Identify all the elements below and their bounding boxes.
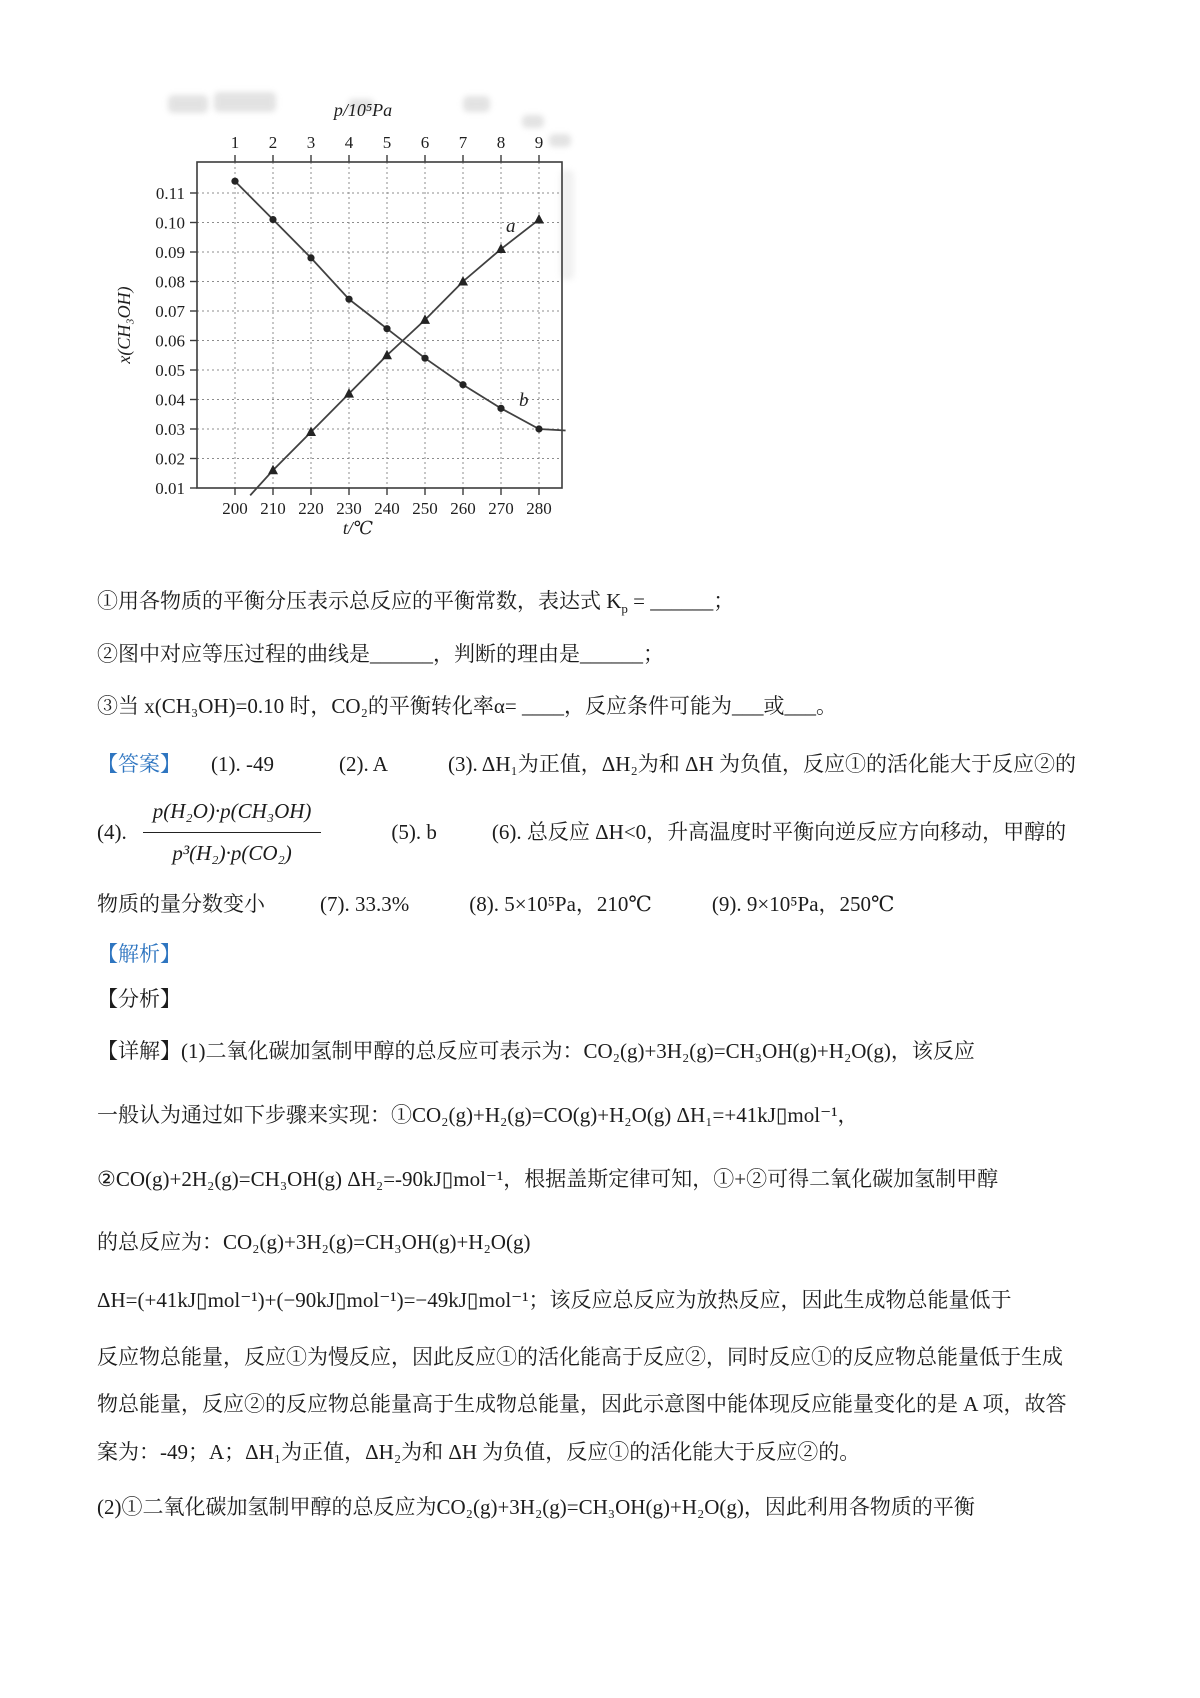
answer-label: 【答案】	[97, 752, 181, 776]
question-line-3	[97, 691, 1140, 721]
detail-line	[97, 1036, 1140, 1066]
curve-b-label: b	[519, 390, 529, 411]
svg-text:0.08: 0.08	[155, 272, 185, 292]
curve-a-label: a	[506, 216, 516, 237]
detail-line	[97, 1164, 1140, 1194]
svg-text:220: 220	[298, 499, 324, 518]
answer-row-3	[97, 889, 1140, 919]
answer-item-5: (5). b	[391, 820, 437, 844]
svg-text:250: 250	[412, 499, 438, 518]
detail-line-8-text: 案为：-49；A；ΔH₁为正值，ΔH₂为和 ΔH 为负值，反应①的活化能大于反应②的。	[97, 1440, 861, 1464]
detail-line	[97, 1100, 1140, 1130]
svg-text:230: 230	[336, 499, 362, 518]
detail-line	[97, 1285, 1140, 1315]
kp-subscript: p	[621, 601, 628, 616]
svg-text:280: 280	[526, 499, 552, 518]
question-1-text: ①用各物质的平衡分压表示总反应的平衡常数，表达式	[97, 589, 607, 613]
detail-line-2-text: 一般认为通过如下步骤来实现：①CO₂(g)+H₂(g)=CO(g)+H₂O(g) ΔH₁=+41kJ▯mol⁻¹，	[97, 1103, 859, 1127]
svg-text:0.01: 0.01	[155, 479, 185, 498]
y-axis-title: x(CH₃OH)	[114, 286, 134, 364]
answer-row-2	[97, 793, 1140, 871]
question-1-blank: = ______；	[627, 589, 735, 613]
equilibrium-chart-svg	[100, 82, 600, 552]
answer-item-3: (3). ΔH₁为正值，ΔH₂为和 ΔH 为负值，反应①的活化能大于反应②的	[447, 752, 1076, 776]
svg-text:0.06: 0.06	[155, 331, 185, 351]
svg-text:240: 240	[374, 499, 400, 518]
pressure-axis-title: p/10⁵Pa	[333, 100, 393, 120]
detail-line-1-text: 【详解】(1)二氧化碳加氢制甲醇的总反应可表示为：CO₂(g)+3H₂(g)=CH₃OH(g)+H₂O(g)，该反应	[97, 1039, 975, 1063]
fenxi-label: 【分析】	[97, 987, 181, 1011]
svg-text:270: 270	[488, 499, 514, 518]
answer-item-4-label: (4).	[97, 820, 127, 844]
detail-line	[97, 1437, 1140, 1467]
question-3-text: ③当 x(CH₃OH)=0.10 时，CO₂的平衡转化率α= ____，反应条件可能为___或___。	[97, 694, 837, 718]
answer-item-6: (6). 总反应 ΔH<0，升高温度时平衡向逆反应方向移动，甲醇的	[491, 820, 1067, 844]
answer-item-8: (8). 5×10⁵Pa，210℃	[469, 892, 652, 916]
svg-text:0.11: 0.11	[155, 184, 185, 203]
answer-item-1: (1). -49	[211, 752, 274, 776]
detail-line-4-text: 的总反应为：CO₂(g)+3H₂(g)=CH₃OH(g)+H₂O(g)	[97, 1230, 531, 1254]
svg-text:0.02: 0.02	[155, 449, 185, 469]
kp-fraction	[143, 796, 322, 868]
svg-text:8: 8	[496, 133, 506, 152]
svg-text:1: 1	[230, 133, 240, 152]
svg-text:210: 210	[260, 499, 286, 518]
detail-line-6-text: 反应物总能量，反应①为慢反应，因此反应①的活化能高于反应②，同时反应①的反应物总能量低于生成	[97, 1345, 1063, 1369]
detail-line-3-text: ②CO(g)+2H₂(g)=CH₃OH(g) ΔH₂=-90kJ▯mol⁻¹，根据盖斯定律可知，①+②可得二氧化碳加氢制甲醇	[97, 1167, 999, 1191]
svg-text:200: 200	[222, 499, 248, 518]
detail-line	[97, 1492, 1140, 1522]
answer-item-6-cont: 物质的量分数变小	[97, 892, 265, 916]
temperature-axis-title: t/℃	[342, 518, 374, 538]
fenxi-section	[97, 984, 1140, 1014]
equilibrium-chart	[100, 82, 620, 562]
analysis-section	[97, 939, 1140, 969]
detail-line	[97, 1389, 1140, 1419]
svg-text:0.10: 0.10	[155, 213, 185, 233]
svg-text:7: 7	[458, 133, 468, 152]
svg-text:0.09: 0.09	[155, 243, 185, 262]
kp-fraction-numerator: p(H₂O)·p(CH₃OH)	[143, 796, 322, 833]
jiexi-label: 【解析】	[97, 942, 181, 966]
svg-text:3: 3	[306, 133, 316, 152]
detail-line-9-text: (2)①二氧化碳加氢制甲醇的总反应为CO₂(g)+3H₂(g)=CH₃OH(g)+H₂O(g)，因此利用各物质的平衡	[97, 1495, 975, 1519]
svg-text:5: 5	[382, 133, 392, 152]
kp-fraction-denominator: p³(H₂)·p(CO₂)	[172, 841, 292, 865]
svg-text:0.05: 0.05	[155, 361, 185, 380]
svg-text:2: 2	[268, 133, 278, 152]
svg-text:0.04: 0.04	[155, 390, 185, 410]
detail-line-5-text: ΔH=(+41kJ▯mol⁻¹)+(−90kJ▯mol⁻¹)=−49kJ▯mol⁻¹；该反应总反应为放热反应，因此生成物总能量低于	[97, 1288, 1012, 1312]
svg-text:6: 6	[420, 133, 430, 152]
detail-line	[97, 1342, 1140, 1372]
kp-symbol: K	[606, 589, 622, 613]
svg-text:4: 4	[344, 133, 354, 152]
svg-text:260: 260	[450, 499, 476, 518]
svg-text:0.07: 0.07	[155, 302, 185, 321]
question-line-1	[97, 586, 1140, 624]
answer-item-2: (2). A	[338, 752, 388, 776]
detail-line	[97, 1227, 1140, 1257]
svg-text:0.03: 0.03	[155, 420, 185, 439]
answer-item-9: (9). 9×10⁵Pa，250℃	[711, 892, 895, 916]
question-2-text: ②图中对应等压过程的曲线是______，判断的理由是______；	[97, 642, 664, 666]
svg-text:9: 9	[534, 133, 544, 152]
question-line-2	[97, 639, 1140, 669]
answer-row-1	[97, 749, 1140, 779]
answer-item-7: (7). 33.3%	[320, 892, 410, 916]
detail-line-7-text: 物总能量，反应②的反应物总能量高于生成物总能量，因此示意图中能体现反应能量变化的是 A 项，故答	[97, 1392, 1067, 1416]
